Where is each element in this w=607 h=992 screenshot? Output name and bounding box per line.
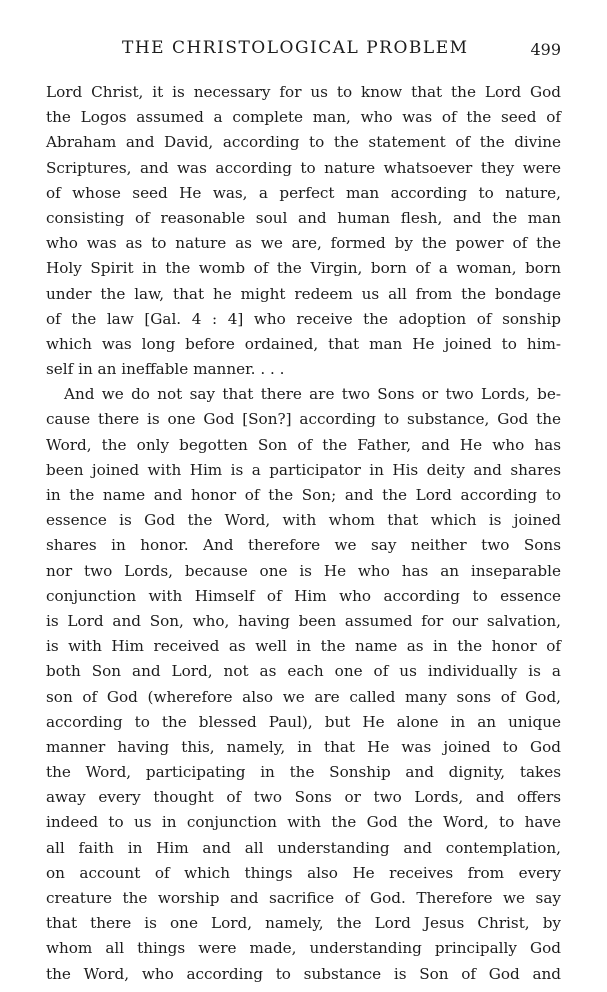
text-line: conjunction with Himself of Him who according to essence bbox=[46, 586, 561, 605]
text-line: who was as to nature as we are, formed by the power of the bbox=[46, 234, 561, 253]
text-line: of the law [Gal. 4 : 4] who receive the adoption of sonship bbox=[46, 309, 561, 328]
book-page bbox=[46, 38, 561, 983]
text-line: cause there is one God [Son?] according to substance, God the bbox=[46, 410, 561, 429]
text-line: son of God (wherefore also we are called many sons of God, bbox=[46, 687, 561, 706]
text-line: Word, the only begotten Son of the Father, and He who has bbox=[46, 435, 561, 454]
text-line: both Son and Lord, not as each one of us individually is a bbox=[46, 662, 561, 681]
text-line: Abraham and David, according to the statement of the divine bbox=[46, 133, 561, 152]
text-line: all faith in Him and all understanding and contemplation, bbox=[46, 838, 561, 857]
body-text bbox=[46, 80, 561, 987]
page-number: 499 bbox=[530, 40, 561, 59]
text-line: consisting of reasonable soul and human flesh, and the man bbox=[46, 208, 561, 227]
text-line: been joined with Him is a participator in His deity and shares bbox=[46, 460, 561, 479]
text-line: is with Him received as well in the name as in the honor of bbox=[46, 637, 561, 656]
text-line: creature the worship and sacrifice of God. Therefore we say bbox=[46, 889, 561, 907]
text-line: according to the blessed Paul), but He alone in an unique bbox=[46, 712, 561, 731]
text-line: Holy Spirit in the womb of the Virgin, born of a woman, born bbox=[46, 259, 561, 278]
text-line: shares in honor. And therefore we say neither two Sons bbox=[46, 536, 561, 555]
text-line: the Logos assumed a complete man, who was of the seed of bbox=[46, 108, 561, 127]
text-line: whom all things were made, understanding principally God bbox=[46, 939, 561, 958]
text-line: away every thought of two Sons or two Lords, and offers bbox=[46, 788, 561, 807]
text-line: in the name and honor of the Son; and the Lord according to bbox=[46, 486, 561, 504]
text-line: Lord Christ, it is necessary for us to know that the Lord God bbox=[46, 83, 561, 101]
text-line: which was long before ordained, that man He joined to him- bbox=[46, 334, 561, 353]
text-line: the Word, participating in the Sonship and dignity, takes bbox=[46, 763, 561, 782]
text-line: self in an ineffable manner. . . . bbox=[46, 360, 285, 379]
text-line: on account of which things also He receives from every bbox=[46, 863, 561, 882]
text-line: under the law, that he might redeem us all from the bondage bbox=[46, 284, 561, 303]
running-head bbox=[46, 38, 561, 68]
text-line: And we do not say that there are two Sons or two Lords, be- bbox=[64, 385, 561, 404]
paragraph-2 bbox=[46, 382, 561, 987]
text-line: nor two Lords, because one is He who has an inseparable bbox=[46, 561, 561, 580]
text-line: essence is God the Word, with whom that which is joined bbox=[46, 511, 561, 530]
text-line: is Lord and Son, who, having been assumed for our salvation, bbox=[46, 611, 561, 630]
text-line: that there is one Lord, namely, the Lord Jesus Christ, by bbox=[46, 914, 561, 933]
text-line: of whose seed He was, a perfect man according to nature, bbox=[46, 183, 561, 202]
text-line: indeed to us in conjunction with the God the Word, to have bbox=[46, 813, 561, 832]
running-title: THE CHRISTOLOGICAL PROBLEM bbox=[122, 38, 469, 58]
text-line: the Word, who according to substance is Son of God and bbox=[46, 964, 561, 983]
text-line: Scriptures, and was according to nature whatsoever they were bbox=[46, 158, 561, 177]
text-line: manner having this, namely, in that He was joined to God bbox=[46, 737, 561, 756]
paragraph-1 bbox=[46, 80, 561, 382]
